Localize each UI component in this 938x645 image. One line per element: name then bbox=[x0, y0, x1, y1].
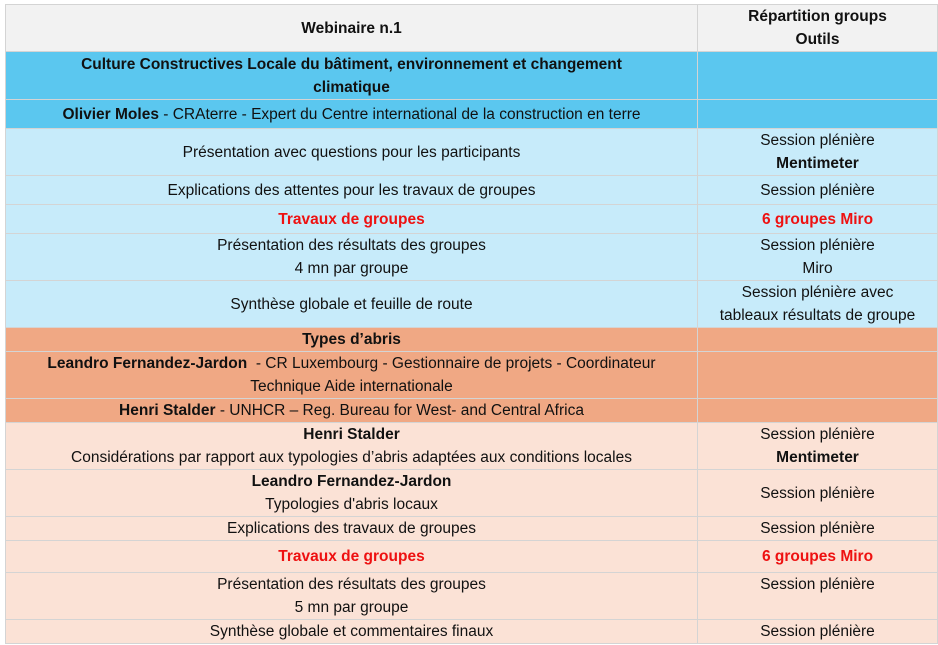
activity-text: Synthèse globale et feuille de route bbox=[6, 281, 698, 328]
activity-line: Considérations par rapport aux typologies d’abris adaptées aux conditions locales bbox=[71, 449, 632, 466]
activity-text: Explications des attentes pour les travaux de groupes bbox=[6, 176, 698, 205]
header-row bbox=[6, 5, 938, 52]
section2-speaker-row bbox=[6, 399, 938, 423]
presenter-name: Leandro Fernandez-Jardon bbox=[251, 473, 452, 490]
section2-speaker1 bbox=[6, 352, 698, 399]
speaker-role: - UNHCR – Reg. Bureau for West- and Central Africa bbox=[215, 402, 584, 419]
tool-line: Miro bbox=[802, 260, 833, 277]
tool-cell: Session plénière bbox=[698, 573, 938, 620]
section1-title: Culture Constructives Locale du bâtiment, environnement et changement climatique bbox=[6, 52, 698, 100]
section2-speaker-row bbox=[6, 352, 938, 399]
activity-line: Présentation des résultats des groupes bbox=[217, 237, 486, 254]
tool-line: Session plénière bbox=[760, 237, 875, 254]
activity-text: Synthèse globale et commentaires finaux bbox=[6, 620, 698, 644]
speaker-name: Henri Stalder bbox=[119, 402, 216, 419]
table-row bbox=[6, 205, 938, 234]
activity-line: 5 mn par groupe bbox=[294, 599, 409, 616]
tool-cell: Session plénière bbox=[698, 517, 938, 541]
section2-title-row bbox=[6, 328, 938, 352]
section1-speaker-row bbox=[6, 100, 938, 129]
header-title: Webinaire n.1 bbox=[6, 5, 698, 52]
activity-text bbox=[6, 234, 698, 281]
tool-cell: 6 groupes Miro bbox=[698, 205, 938, 234]
presenter-name: Henri Stalder bbox=[303, 426, 400, 443]
tool-cell: 6 groupes Miro bbox=[698, 541, 938, 573]
table-row bbox=[6, 423, 938, 470]
speaker-name: Olivier Moles bbox=[62, 105, 159, 123]
tool-line: Session plénière avec bbox=[741, 284, 894, 301]
table-row bbox=[6, 620, 938, 644]
section2-speaker2 bbox=[6, 399, 698, 423]
activity-line: Typologies d'abris locaux bbox=[265, 496, 438, 513]
table-row bbox=[6, 234, 938, 281]
tool-line: Session plénière bbox=[760, 132, 875, 149]
tool-line: Mentimeter bbox=[776, 155, 859, 172]
activity-text: Explications des travaux de groupes bbox=[6, 517, 698, 541]
tool-line: Session plénière bbox=[760, 426, 875, 443]
activity-text: Travaux de groupes bbox=[6, 205, 698, 234]
tool-line: tableaux résultats de groupe bbox=[719, 307, 916, 324]
tool-cell bbox=[698, 281, 938, 328]
activity-text: Travaux de groupes bbox=[6, 541, 698, 573]
table-row bbox=[6, 470, 938, 517]
tool-cell: Session plénière bbox=[698, 176, 938, 205]
tool-cell bbox=[698, 423, 938, 470]
table-row bbox=[6, 541, 938, 573]
section1-speaker bbox=[6, 100, 698, 129]
speaker-name: Leandro Fernandez-Jardon bbox=[47, 355, 248, 372]
speaker-role: - CRAterre - Expert du Centre international de la construction en terre bbox=[158, 105, 641, 123]
section1-title-row bbox=[6, 52, 938, 100]
tool-cell: Session plénière bbox=[698, 470, 938, 517]
table-row bbox=[6, 176, 938, 205]
table-row bbox=[6, 517, 938, 541]
table-row bbox=[6, 281, 938, 328]
activity-text: Présentation avec questions pour les participants bbox=[6, 129, 698, 176]
activity-line: Présentation des résultats des groupes bbox=[217, 576, 486, 593]
table-row bbox=[6, 129, 938, 176]
header-tools-line1: Répartition groups bbox=[748, 8, 887, 25]
activity-text bbox=[6, 470, 698, 517]
tool-line: Mentimeter bbox=[776, 449, 859, 466]
tool-cell bbox=[698, 234, 938, 281]
webinar-schedule-table bbox=[5, 4, 938, 644]
speaker-role: - CR Luxembourg - Gestionnaire de projets - Coordinateur bbox=[247, 355, 656, 372]
table-row bbox=[6, 573, 938, 620]
activity-text bbox=[6, 423, 698, 470]
tool-cell bbox=[698, 129, 938, 176]
activity-text bbox=[6, 573, 698, 620]
tool-cell: Session plénière bbox=[698, 620, 938, 644]
header-tools-line2: Outils bbox=[795, 31, 840, 48]
header-tools bbox=[698, 5, 938, 52]
activity-line: 4 mn par groupe bbox=[294, 260, 409, 277]
section2-title: Types d’abris bbox=[6, 328, 698, 352]
speaker-role: Technique Aide internationale bbox=[250, 378, 453, 395]
